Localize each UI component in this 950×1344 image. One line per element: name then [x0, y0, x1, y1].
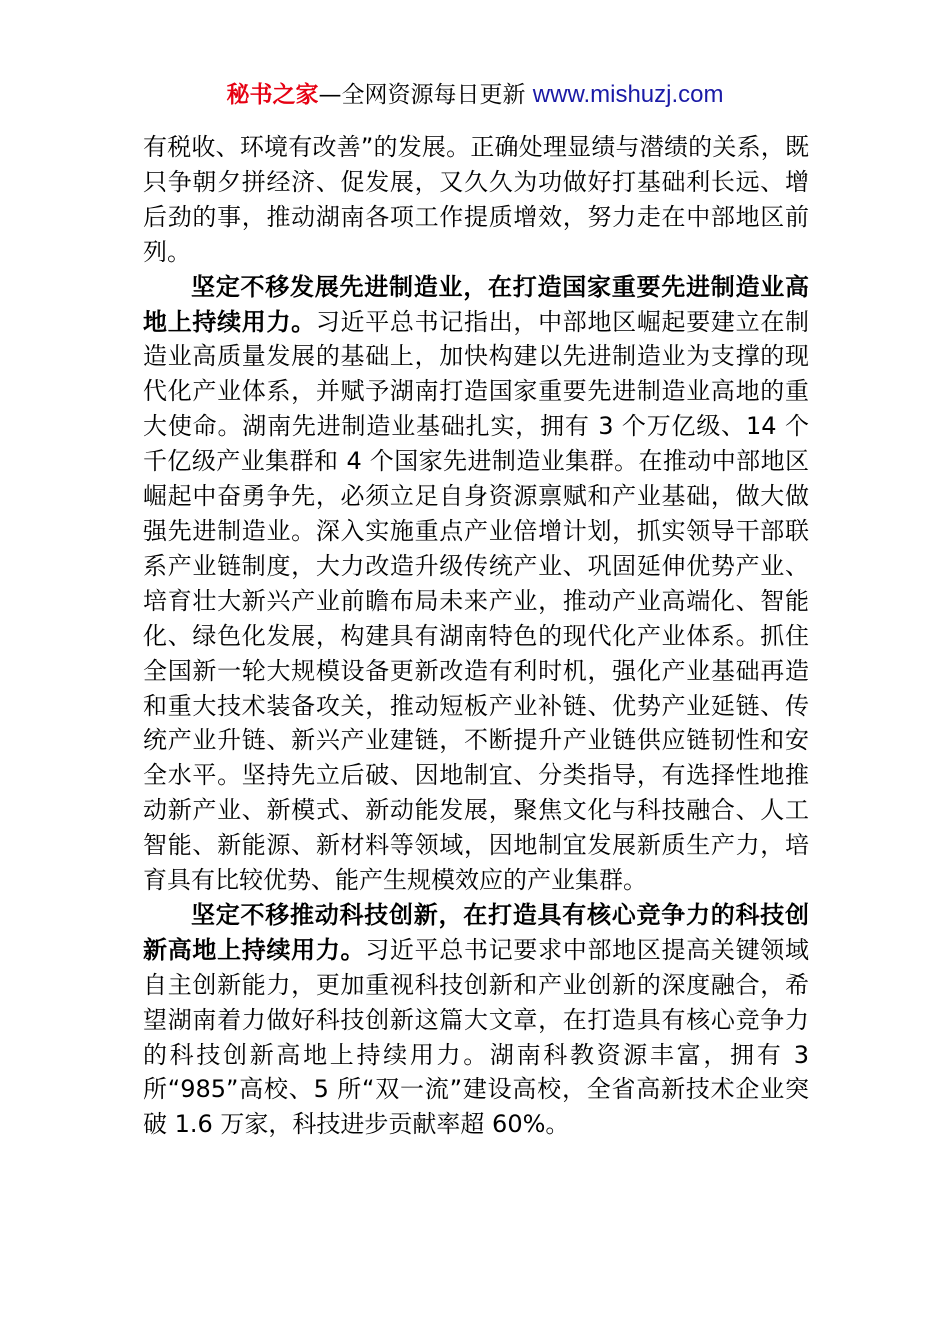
paragraph-continuation [143, 130, 809, 270]
website-link[interactable]: www.mishuzj.com [532, 81, 724, 108]
paragraph-manufacturing [143, 270, 809, 898]
brand-name: 秘书之家 [226, 82, 319, 108]
paragraph-innovation [143, 898, 809, 1142]
header-tagline: —全网资源每日更新 [318, 82, 526, 108]
paragraph-lead-heading: 坚定不移推动科技创新，在打造具有核心竞争力的科技创新高地上持续用力。 [143, 900, 809, 964]
article-body [143, 130, 809, 1142]
paragraph-text: 习近平总书记要求中部地区提高关键领域自主创新能力，更加重视科技创新和产业创新的深度融合，希望湖南着力做好科技创新这篇大文章，在打造具有核心竞争力的科技创新高地上持续用力。湖南科教资源丰富，拥有 3 所“985”高校、5 所“双一流”建设高校，全省高新技术企业突破 1.6 万家，科技进步贡献率超 60%。 [143, 935, 810, 1139]
page-header [0, 78, 950, 112]
paragraph-lead-heading: 坚定不移发展先进制造业，在打造国家重要先进制造业高地上持续用力。 [143, 272, 809, 336]
paragraph-text: 习近平总书记指出，中部地区崛起要建立在制造业高质量发展的基础上，加快构建以先进制造业为支撑的现代化产业体系，并赋予湖南打造国家重要先进制造业高地的重大使命。湖南先进制造业基础扎实，拥有 3 个万亿级、14 个千亿级产业集群和 4 个国家先进制造业集群。在推动中部地区崛起中奋勇争先，必须立足自身资源禀赋和产业基础，做大做强先进制造业。深入实施重点产业倍增计划，抓实领导干部联系产业链制度，大力改造升级传统产业、巩固延伸优势产业、培育壮大新兴产业前瞻布局未来产业，推动产业高端化、智能化、绿色化发展，构建具有湖南特色的现代化产业体系。抓住全国新一轮大规模设备更新改造有利时机，强化产业基础再造和重大技术装备攻关，推动短板产业补链、优势产业延链、传统产业升链、新兴产业建链，不断提升产业链供应链韧性和安全水平。坚持先立后破、因地制宜、分类指导，有选择性地推动新产业、新模式、新动能发展，聚焦文化与科技融合、人工智能、新能源、新材料等领域，因地制宜发展新质生产力，培育具有比较优势、能产生规模效应的产业集群。 [143, 307, 810, 895]
paragraph-text: 有税收、环境有改善”的发展。正确处理显绩与潜绩的关系，既只争朝夕拼经济、促发展，又久久为功做好打基础利长远、增后劲的事，推动湖南各项工作提质增效，努力走在中部地区前列。 [143, 133, 809, 266]
